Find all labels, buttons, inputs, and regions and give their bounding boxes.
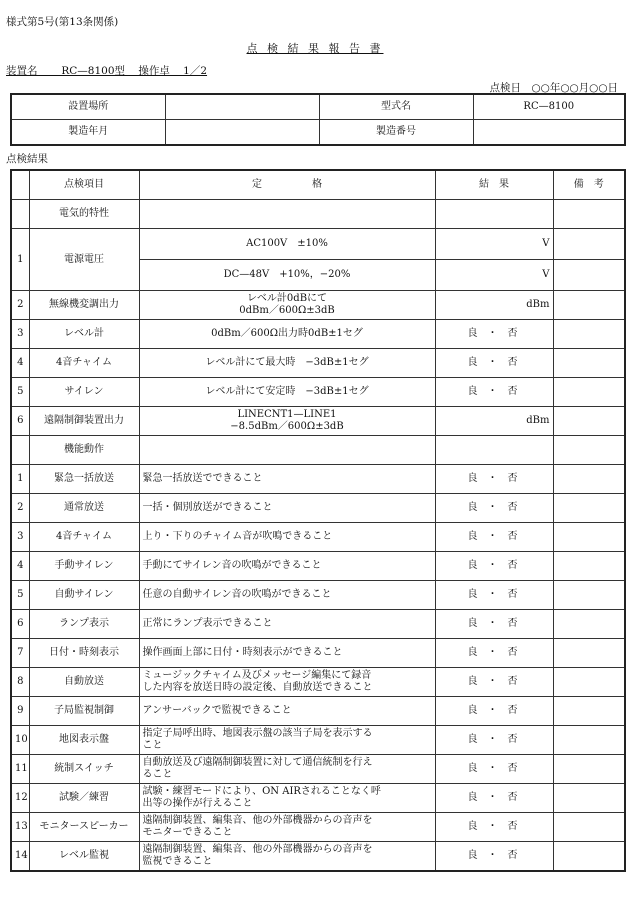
table-row [11,349,625,378]
spec-cell: DC—48V +10%，−20% [139,260,435,291]
remarks-cell [553,320,625,349]
spec-line: 0dBm／600Ω±3dB [239,305,335,316]
spec-cell [139,639,435,668]
result-cell: 良 ・ 否 [435,726,553,755]
spec-cell [139,291,435,320]
spec-text: 緊急一括放送でできること [142,473,263,484]
spec-text: 手動にてサイレン音の吹鳴ができること [142,560,322,571]
item-cell: 緊急一括放送 [29,465,139,494]
section-label: 点検結果 [6,153,48,165]
remarks-cell [553,668,625,697]
remarks-cell [553,260,625,291]
table-row [11,726,625,755]
spec-cell [139,784,435,813]
table-row [11,320,625,349]
item-cell: 統制スイッチ [29,755,139,784]
row-number: 14 [11,842,29,872]
row-number: 5 [11,581,29,610]
model-label: 型式名 [319,94,473,120]
functional-rows [11,465,625,872]
remarks-cell [553,813,625,842]
table-row [11,813,625,842]
remarks-cell [553,465,625,494]
table-row [11,494,625,523]
remarks-header: 備 考 [553,170,625,200]
spec-cell [139,407,435,436]
item-cell: 試験／練習 [29,784,139,813]
row-number: 8 [11,668,29,697]
spec-line: 監視できること [142,856,213,867]
spec-cell [139,668,435,697]
section-heading-row [11,200,625,229]
remarks-cell [553,200,625,229]
result-cell: V [435,229,553,260]
row-number: 4 [11,349,29,378]
item-cell: 無線機変調出力 [29,291,139,320]
inspection-results-table [10,169,626,872]
result-cell: 良 ・ 否 [435,813,553,842]
spec-line: 出等の操作が行えること [142,798,253,809]
item-cell: 手動サイレン [29,552,139,581]
row-number: 12 [11,784,29,813]
result-cell: 良 ・ 否 [435,378,553,407]
row-number: 7 [11,639,29,668]
row-number: 2 [11,291,29,320]
spec-cell [139,813,435,842]
spec-cell [139,494,435,523]
spec-cell: レベル計にて安定時 −3dB±1セグ [139,378,435,407]
table-row [11,581,625,610]
spec-line: した内容を放送日時の設定後、自動放送できること [142,682,373,693]
remarks-cell [553,697,625,726]
row-number: 11 [11,755,29,784]
item-cell: 自動放送 [29,668,139,697]
spec-header: 定 格 [139,170,435,200]
row-number: 4 [11,552,29,581]
row-number [11,436,29,465]
device-name-line: 装置名 RC—8100型 操作卓 1／2 [6,65,208,77]
document-title [0,40,630,56]
document-title-text: 点 検 結 果 報 告 書 [246,42,384,55]
result-cell: 良 ・ 否 [435,523,553,552]
row-number: 13 [11,813,29,842]
remarks-cell [553,523,625,552]
remarks-cell [553,610,625,639]
spec-text: 上り・下りのチャイム音が吹鳴できること [142,531,333,542]
row-number: 3 [11,320,29,349]
spec-cell: AC100V ±10% [139,229,435,260]
table-row [11,668,625,697]
remarks-cell [553,407,625,436]
table-header-row [11,170,625,200]
spec-cell [139,436,435,465]
spec-cell [139,610,435,639]
result-cell: 良 ・ 否 [435,552,553,581]
result-cell: dBm [435,407,553,436]
row-number [11,200,29,229]
spec-text: 任意の自動サイレン音の吹鳴ができること [142,589,332,600]
remarks-cell [553,639,625,668]
table-row [11,407,625,436]
remarks-cell [553,349,625,378]
table-row [11,378,625,407]
result-cell: 良 ・ 否 [435,639,553,668]
spec-line: 試験・練習モードにより、ON AIRされることなく呼 [142,786,381,797]
row-number: 5 [11,378,29,407]
result-cell: 良 ・ 否 [435,842,553,872]
form-number: 様式第5号(第13条関係) [6,16,119,28]
manufacture-date-label: 製造年月 [11,120,165,146]
row-number: 9 [11,697,29,726]
inspection-date: 点検日 ○○年○○月○○日 [489,82,618,94]
remarks-cell [553,291,625,320]
item-cell: サイレン [29,378,139,407]
item-cell: ランプ表示 [29,610,139,639]
spec-cell [139,726,435,755]
item-cell: レベル計 [29,320,139,349]
spec-cell: レベル計にて最大時 −3dB±1セグ [139,349,435,378]
no-header [11,170,29,200]
remarks-cell [553,784,625,813]
table-row [11,784,625,813]
item-cell: レベル監視 [29,842,139,872]
manufacture-date-value [165,120,319,146]
result-cell [435,436,553,465]
install-place-label: 設置場所 [11,94,165,120]
table-row [11,842,625,872]
spec-line: こと [142,740,163,751]
remarks-cell [553,378,625,407]
spec-cell [139,465,435,494]
result-cell: 良 ・ 否 [435,697,553,726]
spec-line: ること [142,769,173,780]
table-row [11,291,625,320]
row-number: 10 [11,726,29,755]
spec-line: −8.5dBm／600Ω±3dB [230,421,344,432]
result-cell: 良 ・ 否 [435,668,553,697]
install-place-value [165,94,319,120]
result-cell: 良 ・ 否 [435,320,553,349]
spec-line: ミュージックチャイム及びメッセージ編集にて録音 [142,670,372,681]
table-row [11,229,625,260]
spec-cell [139,552,435,581]
result-cell: 良 ・ 否 [435,465,553,494]
spec-line: レベル計0dBにて [246,293,328,304]
item-cell: モニタースピーカー [29,813,139,842]
table-row [11,755,625,784]
remarks-cell [553,581,625,610]
spec-cell [139,581,435,610]
result-cell: dBm [435,291,553,320]
item-cell: 自動サイレン [29,581,139,610]
spec-text: 正常にランプ表示できること [142,618,273,629]
serial-label: 製造番号 [319,120,473,146]
spec-line: 遠隔制御装置、編集音、他の外部機器からの音声を [142,815,373,826]
spec-cell [139,842,435,872]
remarks-cell [553,552,625,581]
result-cell: 良 ・ 否 [435,755,553,784]
result-header: 結 果 [435,170,553,200]
info-row [11,94,625,120]
item-cell: 遠隔制御装置出力 [29,407,139,436]
spec-line: 遠隔制御装置、編集音、他の外部機器からの音声を [142,844,373,855]
table-row [11,610,625,639]
remarks-cell [553,726,625,755]
section-heading: 機能動作 [29,436,139,465]
result-cell: 良 ・ 否 [435,349,553,378]
result-cell: 良 ・ 否 [435,784,553,813]
remarks-cell [553,842,625,872]
item-cell: 通常放送 [29,494,139,523]
table-row [11,639,625,668]
info-row [11,120,625,146]
item-cell: 地図表示盤 [29,726,139,755]
row-number: 2 [11,494,29,523]
spec-line: LINECNT1—LINE1 [237,409,337,420]
section-heading: 電気的特性 [29,200,139,229]
row-number: 1 [11,229,29,291]
table-row [11,697,625,726]
table-row [11,523,625,552]
item-cell: 日付・時刻表示 [29,639,139,668]
item-cell: 4音チャイム [29,523,139,552]
spec-line: 自動放送及び遠隔制御装置に対して通信統制を行え [142,757,373,768]
row-number: 3 [11,523,29,552]
spec-cell [139,523,435,552]
spec-cell [139,200,435,229]
spec-cell [139,697,435,726]
result-cell: 良 ・ 否 [435,581,553,610]
spec-line: モニターできること [142,827,233,838]
result-cell [435,200,553,229]
result-cell: V [435,260,553,291]
spec-line: 指定子局呼出時、地図表示盤の該当子局を表示する [142,728,373,739]
spec-cell: 0dBm／600Ω出力時0dB±1セグ [139,320,435,349]
spec-text: 一括・個別放送ができること [142,502,273,513]
device-info-table [10,93,626,146]
item-cell: 4音チャイム [29,349,139,378]
table-row [11,552,625,581]
remarks-cell [553,494,625,523]
model-value: RC—8100 [473,94,625,120]
result-cell: 良 ・ 否 [435,494,553,523]
remarks-cell [553,229,625,260]
spec-cell [139,755,435,784]
serial-value [473,120,625,146]
remarks-cell [553,436,625,465]
row-number: 6 [11,407,29,436]
item-cell: 電源電圧 [29,229,139,291]
result-cell: 良 ・ 否 [435,610,553,639]
remarks-cell [553,755,625,784]
item-cell: 子局監視制御 [29,697,139,726]
table-row [11,465,625,494]
row-number: 6 [11,610,29,639]
item-header: 点検項目 [29,170,139,200]
spec-text: アンサーバックで監視できること [142,705,292,716]
section-heading-row [11,436,625,465]
row-number: 1 [11,465,29,494]
spec-text: 操作画面上部に日付・時刻表示ができること [142,647,343,658]
